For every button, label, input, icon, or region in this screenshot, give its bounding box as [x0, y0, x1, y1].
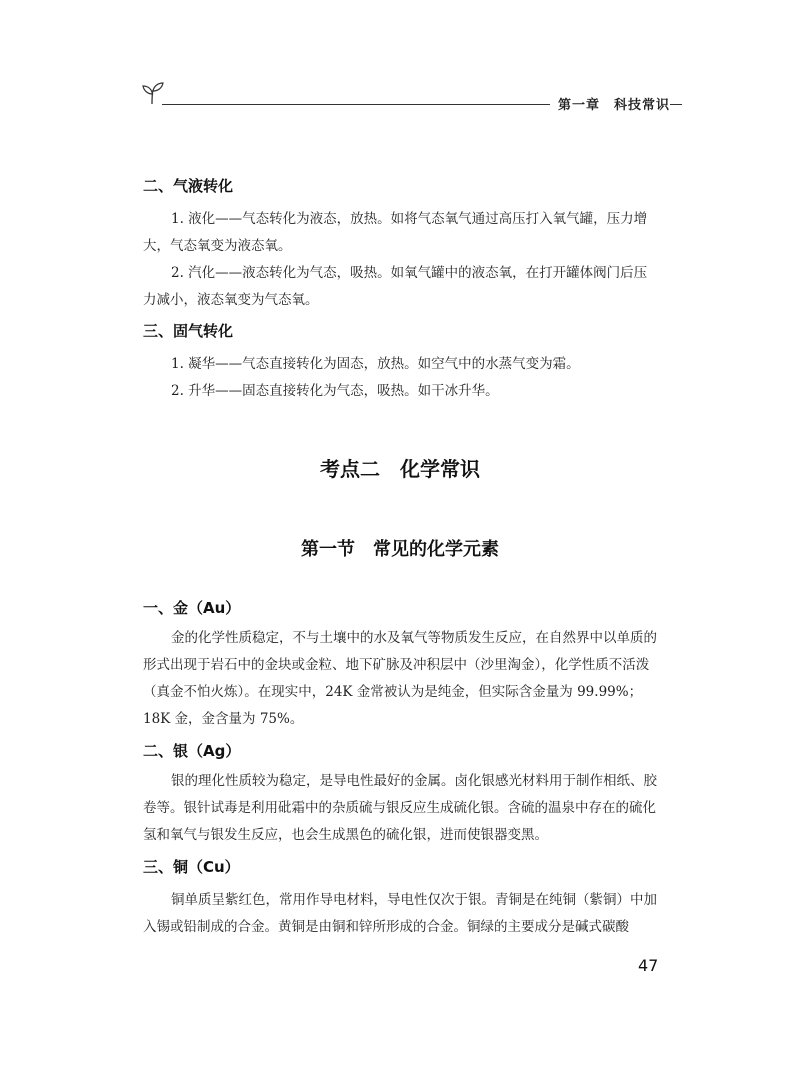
paragraph: 1. 凝华——气态直接转化为固态，放热。如空气中的水蒸气变为霜。 — [171, 356, 580, 372]
paragraph: 金的化学性质稳定，不与土壤中的水及氧气等物质发生反应，在自然界中以单质的形式出现于岩石中的金块或金粒、地下矿脉及冲积层中（沙里淘金），化学性质不活泼（真金不怕火炼）。在现实中，24K 金常被认为是纯金，但实际含金量为 99.99%；18K 金，金含量为 75%。 — [143, 630, 657, 727]
topic-title: 考点二 化学常识 — [320, 457, 480, 481]
paragraph: 2. 升华——固态直接转化为气态，吸热。如干冰升华。 — [171, 383, 499, 399]
chapter-title: 第一章 科技常识 — [550, 94, 670, 113]
element-heading-copper: 三、铜（Cu） — [143, 858, 240, 876]
paragraph: 银的理化性质较为稳定，是导电性最好的金属。卤化银感光材料用于制作相纸、胶卷等。银针试毒是利用砒霜中的杂质硫与银反应生成硫化银。含硫的温泉中存在的硫化氢和氧气与银发生反应，也会生成黑色的硫化银，进而使银器变黑。 — [143, 773, 657, 843]
section-heading-solid-gas: 三、固气转化 — [143, 322, 234, 340]
sprout-icon — [140, 80, 166, 106]
paragraph: 2. 汽化——液态转化为气态，吸热。如氧气罐中的液态氧，在打开罐体阀门后压力减小，液态氧变为气态氧。 — [143, 265, 648, 308]
section-title: 第一节 常见的化学元素 — [301, 539, 499, 560]
element-heading-gold: 一、金（Au） — [143, 599, 241, 617]
element-heading-silver: 二、银（Ag） — [143, 742, 241, 760]
paragraph: 铜单质呈紫红色，常用作导电材料，导电性仅次于银。青铜是在纯铜（紫铜）中加入锡或铅制成的合金。黄铜是由铜和锌所形成的合金。铜绿的主要成分是碱式碳酸 — [143, 892, 657, 935]
page-number: 47 — [638, 956, 659, 975]
paragraph: 1. 液化——气态转化为液态，放热。如将气态氧气通过高压打入氧气罐，压力增大，气态氧变为液态氧。 — [143, 211, 648, 254]
section-heading-gas-liquid: 二、气液转化 — [143, 177, 234, 195]
running-header — [140, 80, 670, 112]
